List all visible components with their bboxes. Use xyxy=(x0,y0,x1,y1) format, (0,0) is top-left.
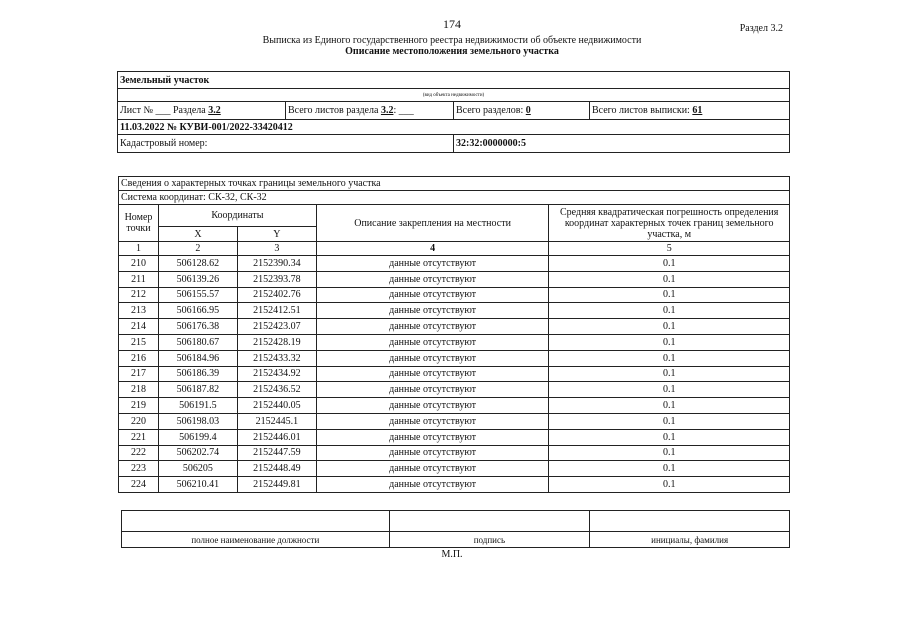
page-number: 174 xyxy=(443,17,461,31)
coord-y: 2152393.78 xyxy=(237,271,316,287)
sheet-counts-row xyxy=(118,102,789,120)
point-description: данные отсутствуют xyxy=(316,256,549,272)
signature-fill-row xyxy=(122,511,790,532)
coord-x: 506205 xyxy=(158,461,237,477)
coord-y: 2152390.34 xyxy=(237,256,316,272)
table-row xyxy=(119,413,790,429)
document-title: Описание местоположения земельного участка xyxy=(345,46,559,57)
point-description: данные отсутствуют xyxy=(316,445,549,461)
point-number: 216 xyxy=(119,350,159,366)
table-row xyxy=(119,287,790,303)
table-body xyxy=(119,256,790,493)
point-description: данные отсутствуют xyxy=(316,429,549,445)
point-error: 0.1 xyxy=(549,303,790,319)
object-type: Земельный участок xyxy=(120,74,210,86)
point-number: 220 xyxy=(119,413,159,429)
table-row xyxy=(119,445,790,461)
coord-y: 2152423.07 xyxy=(237,319,316,335)
table-row xyxy=(119,334,790,350)
coord-y: 2152448.49 xyxy=(237,461,316,477)
date-and-number: 11.03.2022 № КУВИ-001/2022-33420412 xyxy=(120,121,293,133)
boundary-points-table xyxy=(118,176,790,493)
coord-y: 2152428.19 xyxy=(237,334,316,350)
table-row xyxy=(119,271,790,287)
col-num: 1 xyxy=(119,242,159,256)
parcel-info-block xyxy=(117,71,790,153)
coord-x: 506139.26 xyxy=(158,271,237,287)
point-error: 0.1 xyxy=(549,398,790,414)
point-error: 0.1 xyxy=(549,366,790,382)
coord-x: 506210.41 xyxy=(158,477,237,493)
coord-x: 506198.03 xyxy=(158,413,237,429)
signature-field[interactable] xyxy=(389,511,590,532)
point-error: 0.1 xyxy=(549,429,790,445)
coord-x: 506176.38 xyxy=(158,319,237,335)
coord-x: 506191.5 xyxy=(158,398,237,414)
col-header-desc: Описание закрепления на местности xyxy=(316,205,549,242)
point-description: данные отсутствуют xyxy=(316,366,549,382)
point-description: данные отсутствуют xyxy=(316,271,549,287)
point-error: 0.1 xyxy=(549,413,790,429)
coord-y: 2152412.51 xyxy=(237,303,316,319)
coord-system: Система координат: СК-32, СК-32 xyxy=(119,191,790,205)
point-number: 213 xyxy=(119,303,159,319)
position-field[interactable] xyxy=(122,511,390,532)
coord-y: 2152449.81 xyxy=(237,477,316,493)
point-error: 0.1 xyxy=(549,477,790,493)
point-number: 210 xyxy=(119,256,159,272)
header-row-1 xyxy=(119,205,790,227)
point-error: 0.1 xyxy=(549,334,790,350)
table-row xyxy=(119,256,790,272)
table-row xyxy=(119,303,790,319)
cadastral-row xyxy=(118,135,789,152)
point-description: данные отсутствуют xyxy=(316,350,549,366)
column-numbers-row xyxy=(119,242,790,256)
point-number: 217 xyxy=(119,366,159,382)
point-description: данные отсутствуют xyxy=(316,287,549,303)
coord-y: 2152436.52 xyxy=(237,382,316,398)
coord-y: 2152440.05 xyxy=(237,398,316,414)
table-row xyxy=(119,382,790,398)
table-row xyxy=(119,398,790,414)
cadastral-label: Кадастровый номер: xyxy=(118,135,454,152)
total-extract-sheets-cell: Всего листов выписки: 61 xyxy=(592,105,703,116)
object-type-row xyxy=(118,72,789,89)
point-description: данные отсутствуют xyxy=(316,303,549,319)
col-num: 5 xyxy=(549,242,790,256)
point-error: 0.1 xyxy=(549,319,790,335)
col-header-y: Y xyxy=(237,227,316,242)
table-row xyxy=(119,429,790,445)
point-number: 212 xyxy=(119,287,159,303)
section-label: Раздел 3.2 xyxy=(739,23,783,34)
name-label: инициалы, фамилия xyxy=(590,532,790,548)
table-row xyxy=(119,461,790,477)
col-header-x: X xyxy=(158,227,237,242)
point-error: 0.1 xyxy=(549,382,790,398)
date-number-row xyxy=(118,120,789,135)
point-description: данные отсутствуют xyxy=(316,334,549,350)
name-field[interactable] xyxy=(590,511,790,532)
col-num: 3 xyxy=(237,242,316,256)
coord-y: 2152447.59 xyxy=(237,445,316,461)
coord-x: 506187.82 xyxy=(158,382,237,398)
position-label: полное наименование должности xyxy=(122,532,390,548)
total-section-sheets-cell: Всего листов раздела 3.2 : ___ xyxy=(286,102,454,119)
coord-x: 506155.57 xyxy=(158,287,237,303)
coord-x: 506186.39 xyxy=(158,366,237,382)
stamp-place: М.П. xyxy=(441,549,463,560)
point-description: данные отсутствуют xyxy=(316,398,549,414)
coord-x: 506180.67 xyxy=(158,334,237,350)
point-description: данные отсутствуют xyxy=(316,413,549,429)
coord-x: 506128.62 xyxy=(158,256,237,272)
point-error: 0.1 xyxy=(549,287,790,303)
col-num: 4 xyxy=(316,242,549,256)
table-row xyxy=(119,319,790,335)
cadastral-number: 32:32:0000000:5 xyxy=(456,138,526,149)
document-subtitle: Выписка из Единого государственного реестра недвижимости об объекте недвижимости xyxy=(262,35,642,46)
point-number: 218 xyxy=(119,382,159,398)
object-type-hint-row xyxy=(118,89,789,102)
point-error: 0.1 xyxy=(549,461,790,477)
table-row xyxy=(119,477,790,493)
point-number: 224 xyxy=(119,477,159,493)
col-num: 2 xyxy=(158,242,237,256)
coord-y: 2152446.01 xyxy=(237,429,316,445)
point-error: 0.1 xyxy=(549,445,790,461)
signature-label-row xyxy=(122,532,790,548)
point-description: данные отсутствуют xyxy=(316,319,549,335)
table-row xyxy=(119,350,790,366)
point-description: данные отсутствуют xyxy=(316,477,549,493)
signature-block xyxy=(121,510,790,548)
point-number: 215 xyxy=(119,334,159,350)
point-description: данные отсутствуют xyxy=(316,461,549,477)
coord-y: 2152445.1 xyxy=(237,413,316,429)
coord-x: 506184.96 xyxy=(158,350,237,366)
point-number: 222 xyxy=(119,445,159,461)
object-type-hint: (вид объекта недвижимости) xyxy=(422,92,485,98)
coord-system-row xyxy=(119,191,790,205)
total-sections-cell: Всего разделов: 0 xyxy=(454,102,590,119)
coord-y: 2152434.92 xyxy=(237,366,316,382)
point-number: 211 xyxy=(119,271,159,287)
point-number: 223 xyxy=(119,461,159,477)
point-number: 219 xyxy=(119,398,159,414)
col-header-coords: Координаты xyxy=(158,205,316,227)
signature-label: подпись xyxy=(389,532,590,548)
point-error: 0.1 xyxy=(549,271,790,287)
point-number: 221 xyxy=(119,429,159,445)
coord-y: 2152402.76 xyxy=(237,287,316,303)
point-error: 0.1 xyxy=(549,350,790,366)
coord-x: 506199.4 xyxy=(158,429,237,445)
point-number: 214 xyxy=(119,319,159,335)
col-header-point: Номер точки xyxy=(119,205,159,242)
table-row xyxy=(119,366,790,382)
col-header-error: Средняя квадратическая погрешность определения координат характерных точек границ земельного участка, м xyxy=(549,205,790,242)
table-title-row xyxy=(119,177,790,191)
table-title: Сведения о характерных точках границы земельного участка xyxy=(119,177,790,191)
point-error: 0.1 xyxy=(549,256,790,272)
point-description: данные отсутствуют xyxy=(316,382,549,398)
coord-y: 2152433.32 xyxy=(237,350,316,366)
coord-x: 506166.95 xyxy=(158,303,237,319)
coord-x: 506202.74 xyxy=(158,445,237,461)
sheet-number-cell: Лист № ___ Раздела 3.2 xyxy=(118,102,286,119)
